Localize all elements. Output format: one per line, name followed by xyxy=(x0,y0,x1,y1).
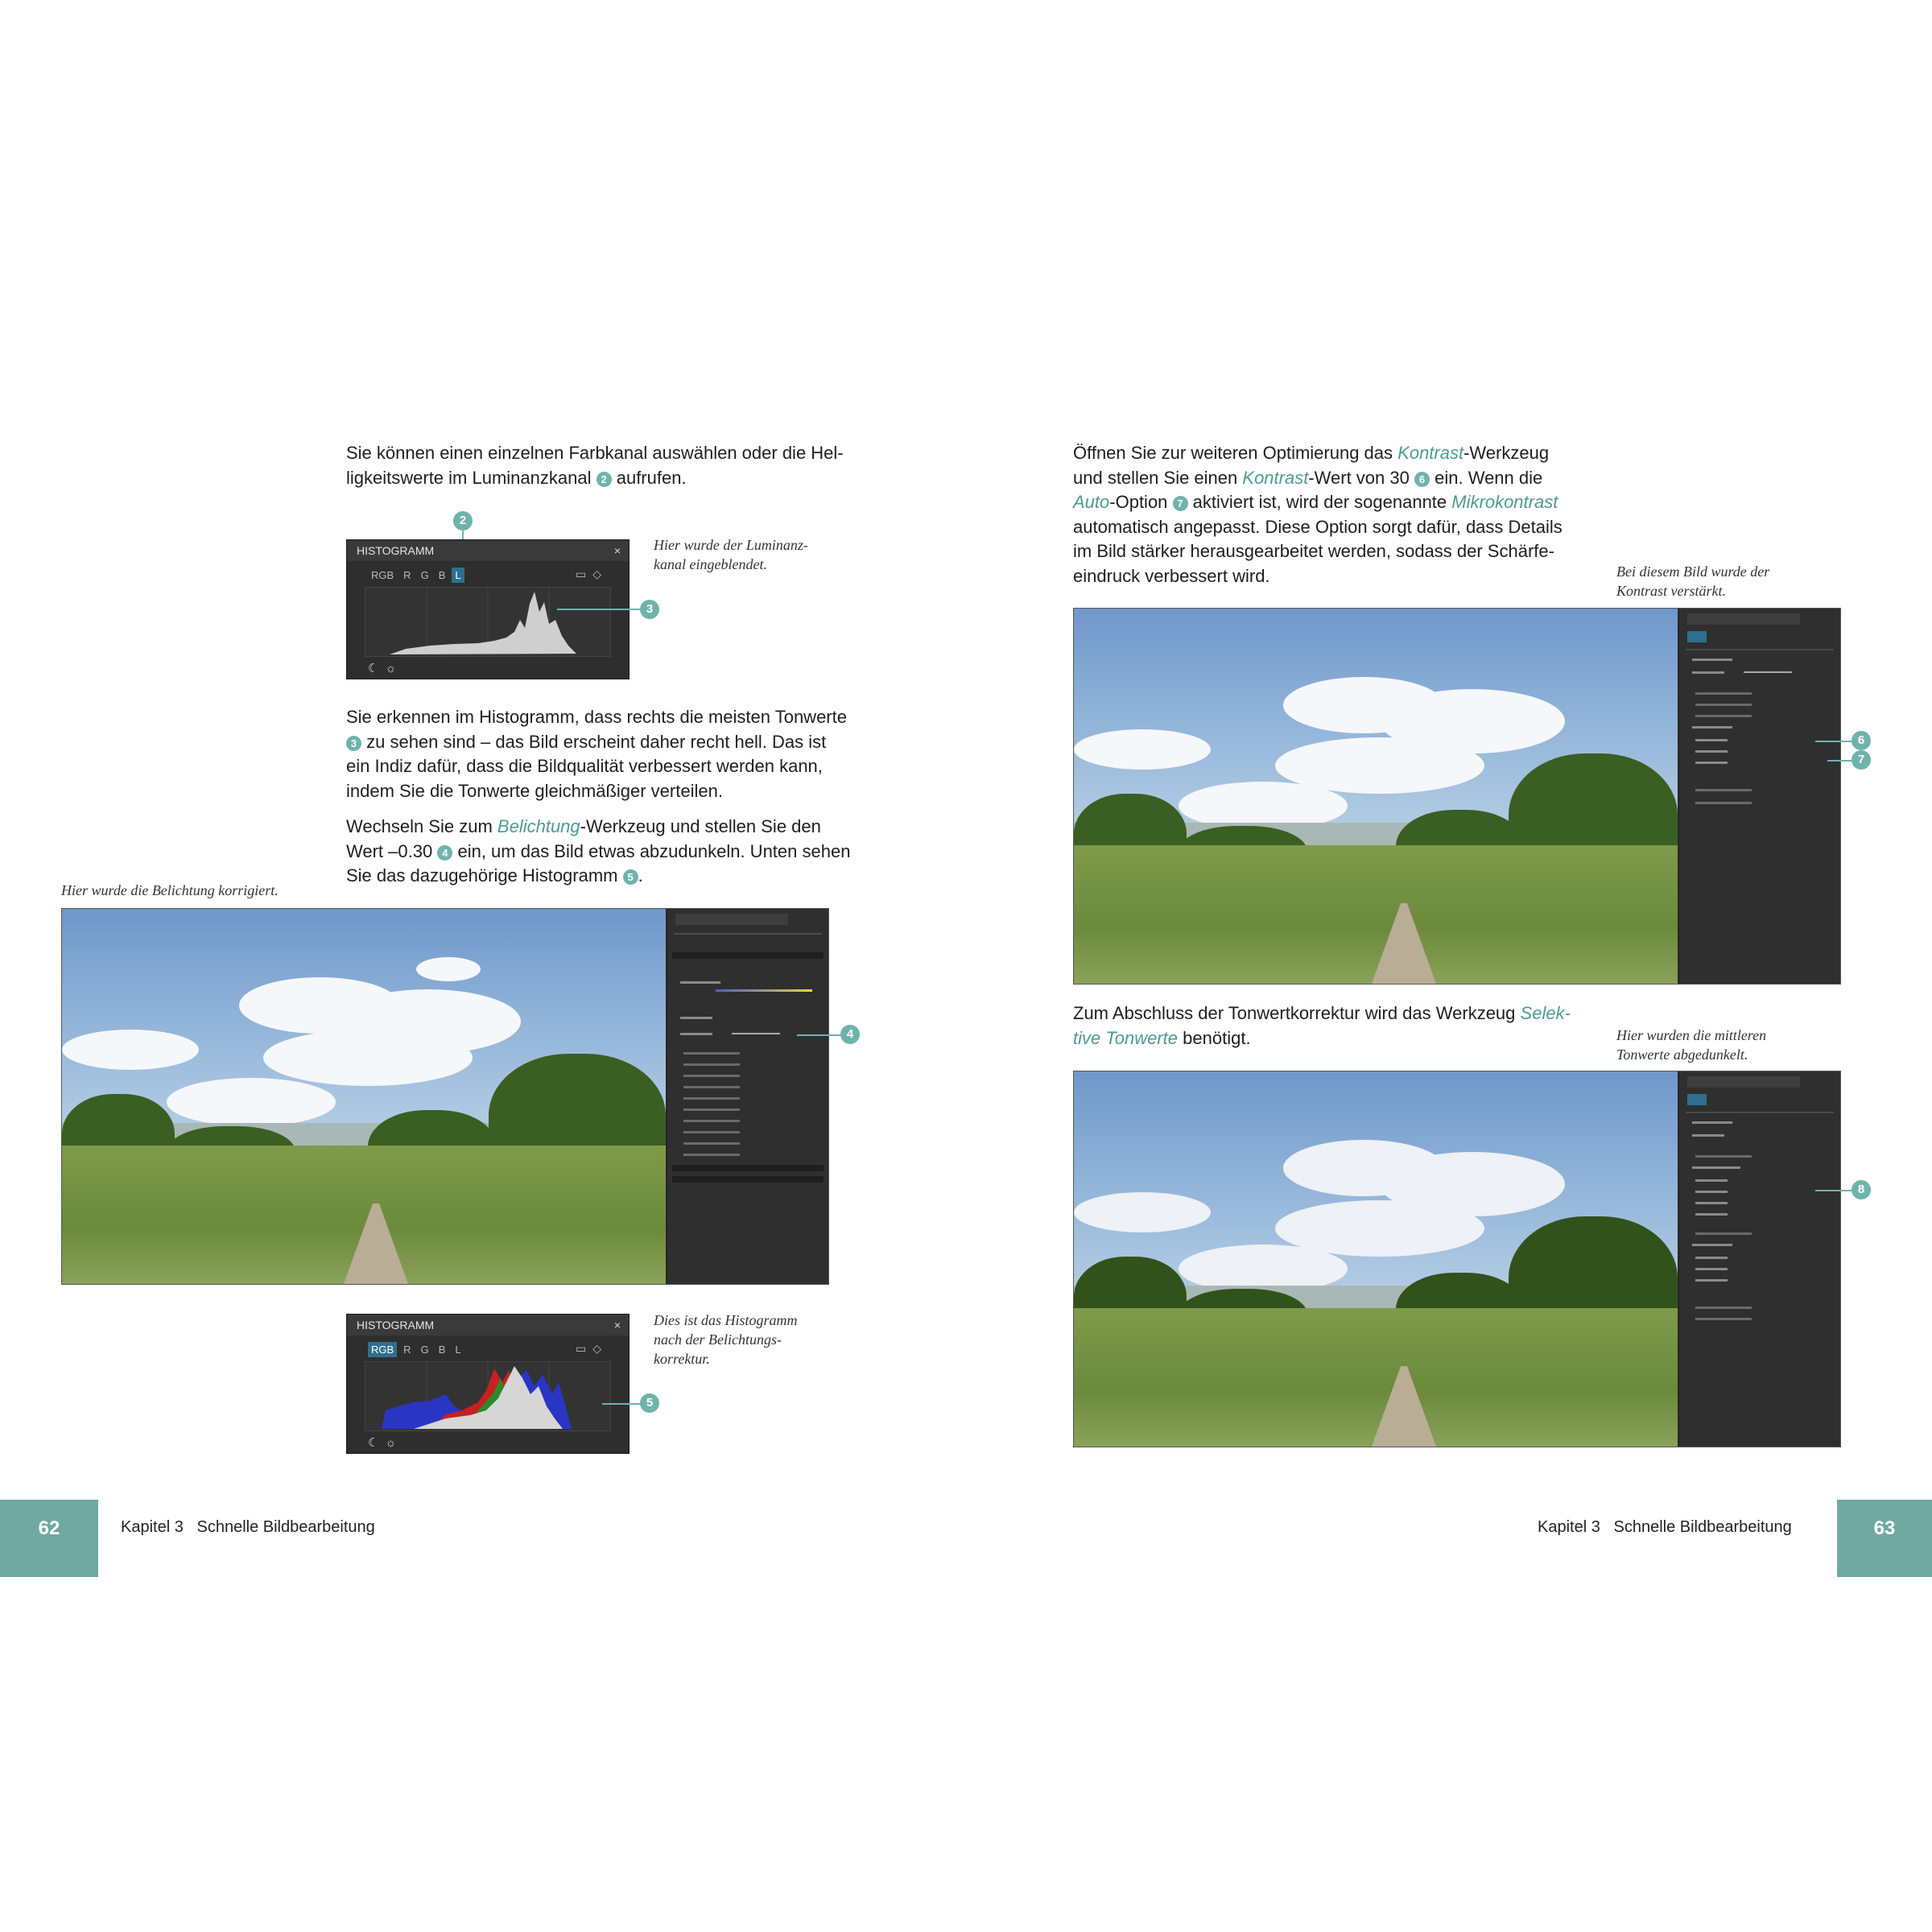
moon-icon[interactable]: ☾ xyxy=(368,1436,386,1450)
belichtung-term: Belichtung xyxy=(497,816,580,836)
leader-5 xyxy=(602,1403,644,1405)
monitor-icon[interactable]: ▭ xyxy=(575,568,593,580)
landscape-photo xyxy=(62,909,666,1284)
tab-rgb[interactable]: RGB xyxy=(371,569,394,581)
histogram-footer-icons xyxy=(368,661,402,675)
page-number-right: 63 xyxy=(1837,1500,1932,1577)
screenshot-kontrast xyxy=(1073,608,1841,985)
leader-4 xyxy=(797,1034,845,1036)
histogram-header xyxy=(347,1315,629,1335)
luminance-histogram-graph xyxy=(365,588,610,656)
tab-l[interactable]: L xyxy=(452,568,464,583)
kontrast-term: Kontrast xyxy=(1397,443,1464,463)
caption-belichtung: Hier wurde die Belichtung korrigiert. xyxy=(61,882,279,898)
marker-7: 7 xyxy=(1173,496,1188,511)
kontrast-term: Kontrast xyxy=(1242,467,1309,488)
callout-4: 4 xyxy=(840,1025,860,1044)
histogram-panel-rgb xyxy=(346,1314,630,1454)
callout-5: 5 xyxy=(640,1393,659,1413)
right-para-2: Zum Abschluss der Tonwertkorrektur wird das Werkzeug Selek- tive Tonwerte benötigt. xyxy=(1073,1003,1571,1048)
histogram-title: HISTOGRAMM xyxy=(357,544,435,557)
histogram-title: HISTOGRAMM xyxy=(357,1319,435,1331)
gamut-icon[interactable]: ◇ xyxy=(592,1342,608,1355)
right-para-1: Öffnen Sie zur weiteren Optimierung das Kontrast-Werkzeug und stellen Sie einen Kontrast-Wert von 30 6 ein. Wenn die Auto-Option 7 aktiviert ist, wird der sogenannte Mikrokontrast automatisch angepasst. Diese Option sorgt dafür, dass Details im Bild stärker herausgearbeitet werden, sodass der Schärfe- eindruck verbessert wird. xyxy=(1073,443,1563,586)
close-icon[interactable]: × xyxy=(613,1319,621,1331)
footer-right: Kapitel 3 Schnelle Bildbearbeitung xyxy=(1538,1518,1792,1536)
tab-g[interactable]: G xyxy=(420,569,429,581)
caption-histogram-after: Dies ist das Histogramm nach der Belichtungs- korrektur. xyxy=(654,1312,798,1367)
moon-icon[interactable]: ☾ xyxy=(368,662,386,675)
callout-6: 6 xyxy=(1852,731,1871,750)
histogram-tool-icons xyxy=(576,568,608,581)
selektive-term: tive Tonwerte xyxy=(1073,1027,1179,1048)
callout-7: 7 xyxy=(1852,750,1871,770)
footer-left: Kapitel 3 Schnelle Bildbearbeitung xyxy=(121,1518,375,1536)
page-number-left: 62 xyxy=(0,1500,98,1577)
landscape-photo xyxy=(1074,1071,1678,1447)
mikrokontrast-term: Mikrokontrast xyxy=(1451,492,1558,512)
marker-5: 5 xyxy=(623,869,638,885)
tool-panel xyxy=(1678,1071,1840,1447)
tab-l[interactable]: L xyxy=(455,1344,461,1356)
caption-tonwerte: Hier wurden die mittleren Tonwerte abgedunkelt. xyxy=(1616,1027,1767,1063)
tool-panel xyxy=(667,909,828,1284)
rgb-histogram-graph xyxy=(365,1362,610,1430)
histogram-footer-icons xyxy=(368,1435,402,1450)
channel-tabs xyxy=(368,1342,468,1357)
callout-2: 2 xyxy=(453,511,473,530)
tab-r[interactable]: R xyxy=(403,1344,411,1356)
leader-8 xyxy=(1815,1190,1856,1191)
left-para-3: Wechseln Sie zum Belichtung-Werkzeug und stellen Sie den Wert –0.30 4 ein, um das Bild etwas abzudunkeln. Unten sehen Sie das dazugehörige Histogramm 5 . xyxy=(346,816,851,886)
leader-3 xyxy=(557,609,646,610)
tab-r[interactable]: R xyxy=(403,569,411,581)
caption-luminance: Hier wurde der Luminanz- kanal eingeblendet. xyxy=(654,537,808,572)
left-para-1: Sie können einen einzelnen Farbkanal auswählen oder die Hel- ligkeitswerte im Luminanzkanal 2 aufrufen. xyxy=(346,443,844,488)
gamut-icon[interactable]: ◇ xyxy=(592,568,608,580)
tool-panel xyxy=(1678,609,1840,984)
screenshot-belichtung xyxy=(61,908,829,1285)
marker-3: 3 xyxy=(346,736,361,751)
selektive-term: Selek- xyxy=(1520,1003,1571,1023)
sun-icon[interactable]: ☼ xyxy=(385,662,403,675)
histogram-plot xyxy=(365,587,611,657)
left-para-2: Sie erkennen im Histogramm, dass rechts die meisten Tonwerte 3 zu sehen sind – das Bild erscheint daher recht hell. Das ist ein Indiz dafür, dass die Bildqualität verbessert werden kann, indem Sie die Tonwerte gleichmäßiger verteilen. xyxy=(346,707,847,801)
screenshot-selektive-tonwerte xyxy=(1073,1071,1841,1447)
tab-g[interactable]: G xyxy=(420,1344,429,1356)
marker-6: 6 xyxy=(1414,472,1430,487)
tab-rgb[interactable]: RGB xyxy=(368,1342,397,1357)
monitor-icon[interactable]: ▭ xyxy=(575,1342,593,1355)
leader-6 xyxy=(1815,741,1856,742)
marker-2: 2 xyxy=(597,472,612,487)
callout-8: 8 xyxy=(1852,1180,1871,1199)
callout-3: 3 xyxy=(640,600,659,619)
histogram-plot xyxy=(365,1361,611,1431)
tab-b[interactable]: B xyxy=(438,1344,446,1356)
histogram-header xyxy=(347,540,629,561)
channel-tabs xyxy=(368,568,468,583)
tab-b[interactable]: B xyxy=(438,569,446,581)
landscape-photo xyxy=(1074,609,1678,984)
histogram-tool-icons xyxy=(576,1342,608,1356)
auto-term: Auto xyxy=(1073,492,1110,512)
caption-kontrast: Bei diesem Bild wurde der Kontrast verstärkt. xyxy=(1616,564,1770,599)
marker-4: 4 xyxy=(437,845,452,861)
sun-icon[interactable]: ☼ xyxy=(385,1436,403,1450)
close-icon[interactable]: × xyxy=(613,544,621,557)
